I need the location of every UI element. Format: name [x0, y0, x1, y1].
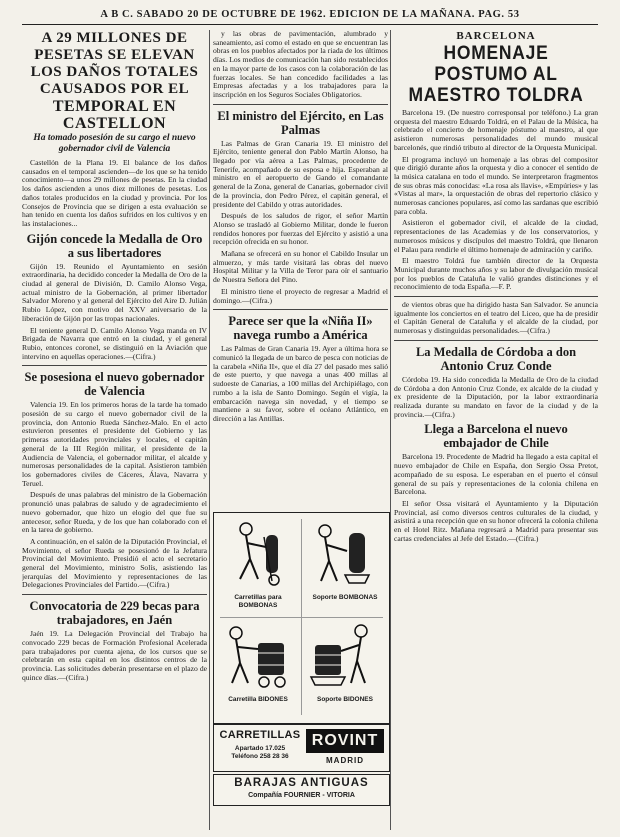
barajas-title: BARAJAS ANTIGUAS: [234, 777, 369, 789]
rovint-city: MADRID: [326, 756, 364, 765]
article-paragraph: Barcelona 19. Procedente de Madrid ha llegado a esta capital el nuevo embajador de Chile en España, don Sergio Ossa Pretot, acompañado de su esposa. Le esperaban en el puerto el cónsul general de su país y representaciones de la colonia chilena en Barcelona.: [394, 452, 598, 497]
article-paragraph: Córdoba 19. Ha sido concedida la Medalla de Oro de la ciudad de Córdoba a don Antonio Cruz Conde, ex alcalde de la ciudad y ex presidente de la Diputación, por la labor extraordinaria realizada durante su mandato en favor de la ciudad y de la provincia.—(Cifra.): [394, 374, 598, 419]
divider: [394, 340, 598, 341]
article-paragraph: Asistieron el gobernador civil, el alcalde de la ciudad, representaciones de las Academias y de los conservatorios, y numerosos músicos y discípulos del maestro Toldrá, que llenaron el Palau para rendirle el último homenaje de admiración y cariño.: [394, 218, 598, 254]
article-paragraph: y las obras de pavimentación, alumbrado y saneamiento, así como el estado en que se encuentran las obras en los pueblos afectados por la riada de los últimos días. Los medios de comunicación han sido restablecidos en la mayor parte de los casos con la colaboración de las fuerzas locales. Se han concedido facilidades a las Empresas afectadas y a los trabajadores para la inscripción en los Seguros Sociales Obligatorios.: [213, 30, 388, 99]
drum-cart-icon: [216, 619, 300, 691]
divider: [213, 309, 388, 310]
article-paragraph: Las Palmas de Gran Canaria 19. Ayer a última hora se comunicó la llegada de un barco de pesca con noticias de la carabela «Niña II», que el día 27 del pasado mes salió de este puerto, y que navega a unas 400 millas al sudoeste de Canarias, a 100 millas del Archipiélago, con rumbo a la isla de Santo Domingo. Según el vigía, la embarcación navega sin novedad, y el tiempo se mantiene a su favor, sobre el océano Atlántico, en dirección a las Antillas.: [213, 344, 388, 423]
rovint-phone: Teléfono 258 28 36: [231, 752, 289, 760]
advertisement-barajas: [213, 774, 390, 806]
ad-caption: Carretilla BIDONES: [228, 696, 288, 703]
rovint-title: CARRETILLAS: [219, 729, 301, 741]
header-rule: [22, 24, 598, 25]
drum-stand-icon: [303, 619, 387, 691]
article-paragraph: Después de los saludos de rigor, el señor Martín Alonso se trasladó al Gobierno Militar, donde le fueron rendidos honores por fuerzas del Ejército y asistió a una recepción ofrecida en su honor.: [213, 211, 388, 247]
headline-nina: Parece ser que la «Niña II» navega rumbo a América: [228, 314, 373, 343]
lead-subhead: Ha tomado posesión de su cargo el nuevo gobernador civil de Valencia: [33, 133, 196, 154]
headline-cordoba: La Medalla de Córdoba a don Antonio Cruz Conde: [415, 344, 577, 373]
headline-gijon: Gijón concede la Medalla de Oro a sus libertadores: [26, 231, 203, 260]
article-paragraph: Valencia 19. En los primeros horas de la tarde ha tomado posesión de su cargo el nuevo gobernador civil de la provincia, don Antonio Rueda Sánchez-Malo. En el acto estuvieron presentes el presidente del Gobierno y las primeras autoridades provinciales y locales, el capitán general de la III Región militar, el presidente de la Audiencia de Valencia, el gobernador militar, el alcalde y numerosas personalidades de la capital. Asistieron también los gobernadores civiles de Cáceres, Álava, Navarra y Teruel.: [22, 400, 207, 488]
article-paragraph: A continuación, en el salón de la Diputación Provincial, el Movimiento, el señor Rueda se posesionó de la Jefatura Provincial del Movimiento. Presidió el acto el secretario general del Movimiento, ministro Solís, asistiendo las jerarquías del Movimiento y representaciones de las Delegaciones Provinciales del Partido.—(Cifra.): [22, 536, 207, 590]
divider: [22, 365, 207, 366]
column-1: [22, 30, 207, 830]
article-paragraph: Jaén 19. La Delegación Provincial del Trabajo ha convocado 229 becas de Formación Profesional Acelerada para trabajadores por cuenta ajena, de los cursos que se celebrarán en esta capital en los distintos centros de la provincia. Las solicitudes deberán presentarse en el plazo de quince días.—(Cifra.): [22, 629, 207, 682]
rovint-logo: ROVINT: [306, 729, 384, 753]
article-paragraph: Gijón 19. Reunido el Ayuntamiento en sesión extraordinaria, ha decidido conceder la Medalla de Oro de la ciudad al general de División, D. Camilo Alonso Vega, actual ministro de la Gobernación, al primer libertador Salvador Moreno y al general del Ejército del Aire D. Julián Rubio López, con motivo del XXV aniversario de la liberación de Gijón por las tropas nacionales.: [22, 261, 207, 323]
divider: [213, 104, 388, 105]
ad-caption: Soporte BOMBONAS: [312, 594, 378, 601]
cylinder-stand-icon: [303, 517, 387, 589]
divider: [394, 296, 598, 297]
article-paragraph: Después de unas palabras del ministro de la Gobernación pronunció unas palabras de saludo y de agradecimiento el nuevo gobernador, que hizo un elogio del que fue su antecesor, señor Rueda, y de los que han colaborado con el en la tarea de gobierno.: [22, 490, 207, 535]
article-paragraph: El programa incluyó un homenaje a las obras del compositor que dirigió durante años la orquesta y dio a conocer el sentido de la música catalana en todo el mundo. Se interpretaron fragmentos de sus obras más conocidas: «La rosa als llavis», «Empúries» y las «Vistas al mar», la orquestación de obras del repertorio clásico y numerosas canciones populares, así como las sardanas que escribió para cobla.: [394, 154, 598, 216]
barajas-subtitle: Compañía FOURNIER - VITORIA: [248, 792, 355, 799]
ad-caption: Soporte BIDONES: [317, 696, 373, 703]
ad-divider: [220, 617, 383, 618]
article-paragraph: El maestro Toldrá fue también director de la Orquesta Municipal durante muchos años y su labor de divulgación musical por los pueblos de Cataluña le valió grandes distinciones y el reconocimiento de toda España.—F. P.: [394, 256, 598, 292]
article-paragraph: El señor Ossa visitará el Ayuntamiento y la Diputación Provincial, así como diversos centros culturales de la ciudad, y asistirá a una recepción que en su honor ofrecerá la colonia chilena en el Hotel Ritz. Mañana regresará a Madrid para presentar sus cartas credenciales al Jefe del Estado.—(Cifra.): [394, 498, 598, 543]
ad-cell-bombonas-cart: [216, 517, 300, 617]
column-3: [394, 30, 598, 830]
advertisement-carts: [213, 512, 390, 724]
ad-cell-bombonas-stand: [303, 517, 387, 617]
divider: [22, 594, 207, 595]
headline-toldra: HOMENAJE POSTUMO AL MAESTRO TOLDRA: [408, 43, 584, 106]
ad-cell-bidones-cart: [216, 619, 300, 719]
rovint-left-block: [218, 729, 302, 760]
article-paragraph: Barcelona 19. (De nuestro corresponsal por teléfono.) La gran orquesta del maestro Eduardo Toldrá, en el Palau de la Música, ha celebrado el concierto de homenaje póstumo al maestro, al que asistieron numerosas personalidades del mundo musical barcelonés, que rindió tributo al director de la Orquesta Municipal.: [394, 108, 598, 152]
advertisement-rovint: [213, 724, 390, 772]
rovint-address: Apartado 17.025: [234, 745, 286, 752]
article-paragraph: Mañana se ofrecerá en su honor el Cabildo Insular un almuerzo, y más tarde visitará las obras del nuevo Hospital Militar y la Villa de Teror para oír el santuario de Nuestra Señora del Pino.: [213, 249, 388, 285]
lead-headline: A 29 MILLONES DE PESETAS SE ELEVAN LOS DAÑOS TOTALES CAUSADOS POR EL: [30, 30, 199, 97]
ad-caption: Carretillas para BOMBONAS: [234, 594, 282, 609]
ad-cell-bidones-stand: [303, 619, 387, 719]
article-paragraph: El ministro tiene el proyecto de regresar a Madrid el domingo.—(Cifra.): [213, 286, 388, 305]
article-paragraph: de vientos obras que ha dirigido hasta San Salvador. Se anuncia igualmente los conciertos en el teatro del Liceo, que ha de presidir el Capitán General de Cataluña y el alcalde de la ciudad, por numerosas y distinguidas personalidades.—(Cifra.): [394, 300, 598, 336]
column-rule-1: [209, 30, 210, 830]
kicker-barcelona: BARCELONA: [456, 30, 536, 42]
article-paragraph: El teniente general D. Camilo Alonso Vega manda en IV Brigada de Navarra que entró en la ciudad, y el general Rubio, entonces coronel, se distinguió en la Aviación que intervino en aquellas operaciones.—(Cifra.): [22, 325, 207, 361]
headline-las-palmas: El ministro del Ejército, en Las Palmas: [217, 108, 384, 137]
headline-jaen: Convocatoria de 229 becas para trabajadores, en Jaén: [29, 599, 200, 628]
headline-chile: Llega a Barcelona el nuevo embajador de Chile: [424, 422, 568, 451]
gas-cylinder-cart-icon: [216, 517, 300, 589]
column-rule-2: [390, 30, 391, 830]
article-paragraph: Castellón de la Plana 19. El balance de los daños causados en el temporal ascienden—de los que se ha tenido conocimiento—a unos 29 millones de pesetas. En la ciudad los daños ascienden a unos diez millones de pesetas. Los daños totales producidos en la ciudad y provincia. Por los Consejos de Provincia que se dirigen a esta evaluación se han tenido en cuenta los daños sufridos en los cultivos y en las instalaciones...: [22, 158, 207, 228]
lead-headline-2: TEMPORAL EN CASTELLON: [52, 98, 177, 132]
column-2: [213, 30, 388, 508]
article-paragraph: Las Palmas de Gran Canaria 19. El ministro del Ejército, teniente general don Pablo Martín Alonso, ha llegado por vía aérea a Las Palmas, procedente de Tenerife, acompañado de su esposa e hija. Esperaban al ministro en el aeropuerto de Gando el comandante general de la Zona, general de Canarias, gobernador civil de la provincia, don Pedro Pérez, el capitán general, el presidente del Cabildo y otras autoridades.: [213, 138, 388, 209]
running-head: A B C. SABADO 20 DE OCTUBRE DE 1962. EDICION DE LA MAÑANA. PAG. 53: [100, 9, 520, 20]
headline-valencia: Se posesiona el nuevo gobernador de Valencia: [24, 370, 205, 399]
